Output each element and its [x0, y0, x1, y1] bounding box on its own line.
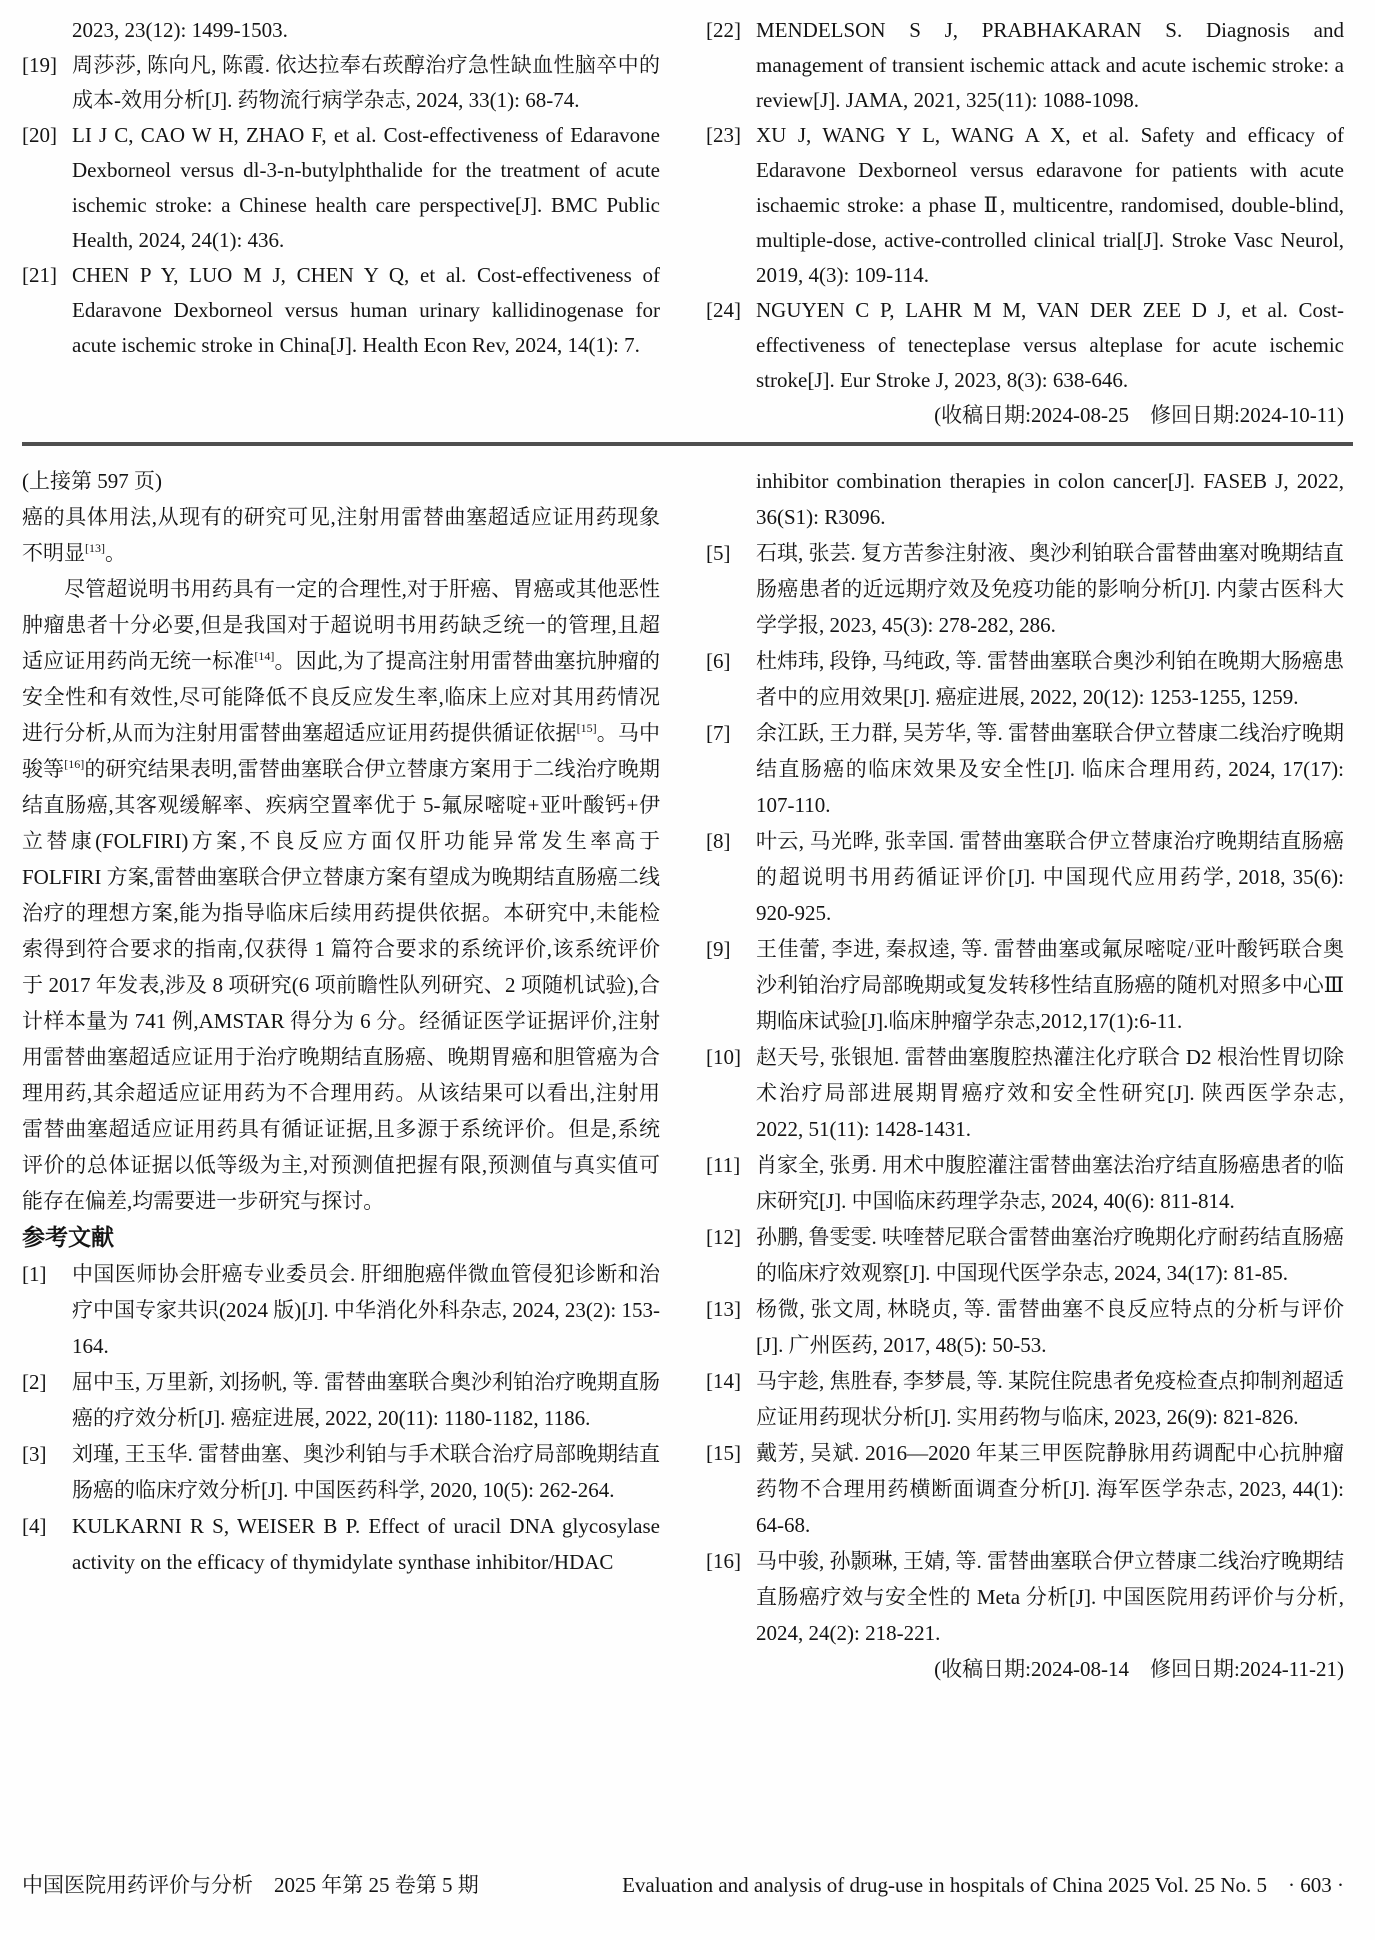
reference-number: [12]: [706, 1225, 741, 1249]
top-left-column: [22, 13, 660, 433]
reference-number: [21]: [22, 263, 57, 287]
reference-number: [7]: [706, 721, 731, 745]
reference-carryover: inhibitor combination therapies in colon cancer[J]. FASEB J, 2022, 36(S1): R3096.: [756, 469, 1344, 529]
continued-article-section: [22, 463, 1344, 1687]
reference-number: [20]: [22, 123, 57, 147]
reference-item: [22, 48, 660, 118]
reference-item: [706, 1039, 1344, 1147]
reference-text: 屈中玉, 万里新, 刘扬帆, 等. 雷替曲塞联合奥沙利铂治疗晚期直肠癌的疗效分析[J]. 癌症进展, 2022, 20(11): 1180-1182, 1186.: [72, 1370, 660, 1430]
top-references-section: [22, 0, 1344, 433]
reference-number: [5]: [706, 541, 731, 565]
reference-item: [22, 1436, 660, 1508]
page-footer: [22, 1868, 1344, 1903]
reference-item: [706, 1543, 1344, 1651]
reference-number: [19]: [22, 53, 57, 77]
reference-text: 戴芳, 吴斌. 2016—2020 年某三甲医院静脉用药调配中心抗肿瘤药物不合理用药横断面调查分析[J]. 海军医学杂志, 2023, 44(1): 64-68.: [756, 1441, 1344, 1537]
citation-superscript: [15]: [576, 721, 597, 735]
reference-number: [15]: [706, 1441, 741, 1465]
journal-title-cn: 中国医院用药评价与分析 2025 年第 25 卷第 5 期: [22, 1873, 479, 1897]
reference-text: 孙鹏, 鲁雯雯. 呋喹替尼联合雷替曲塞治疗晚期化疗耐药结直肠癌的临床疗效观察[J]. 中国现代医学杂志, 2024, 34(17): 81-85.: [756, 1225, 1344, 1285]
reference-number: [8]: [706, 829, 731, 853]
reference-number: [24]: [706, 298, 741, 322]
reference-number: [22]: [706, 18, 741, 42]
body-paragraph: [22, 499, 660, 571]
reference-item: [706, 1435, 1344, 1543]
reference-number: [9]: [706, 937, 731, 961]
reference-text: 中国医师协会肝癌专业委员会. 肝细胞癌伴微血管侵犯诊断和治疗中国专家共识(2024 版)[J]. 中华消化外科杂志, 2024, 23(2): 153-164.: [72, 1262, 660, 1358]
reference-number: [4]: [22, 1514, 47, 1538]
reference-text: 周莎莎, 陈向凡, 陈霞. 依达拉奉右莰醇治疗急性缺血性脑卒中的成本-效用分析[J]. 药物流行病学杂志, 2024, 33(1): 68-74.: [72, 53, 660, 112]
reference-number: [14]: [706, 1369, 741, 1393]
reference-text: LI J C, CAO W H, ZHAO F, et al. Cost-effectiveness of Edaravone Dexborneol versus dl-3-n-butylphthalide for the treatment of acute ischemic stroke: a Chinese health care perspective[J]. BMC Public Health, 2024, 24(1): 436.: [72, 123, 660, 252]
reference-text: 刘瑾, 王玉华. 雷替曲塞、奥沙利铂与手术联合治疗局部晚期结直肠癌的临床疗效分析[J]. 中国医药科学, 2020, 10(5): 262-264.: [72, 1442, 660, 1502]
reference-text: KULKARNI R S, WEISER B P. Effect of uracil DNA glycosylase activity on the efficacy of thymidylate synthase inhibitor/HDAC: [72, 1514, 660, 1574]
reference-item: [706, 1291, 1344, 1363]
received-revised-dates: (收稿日期:2024-08-14 修回日期:2024-11-21): [934, 1657, 1344, 1681]
reference-number: [23]: [706, 123, 741, 147]
reference-item: [706, 1219, 1344, 1291]
citation-superscript: [14]: [254, 649, 275, 663]
reference-number: [2]: [22, 1370, 47, 1394]
reference-carryover: 2023, 23(12): 1499-1503.: [72, 18, 288, 42]
reference-number: [6]: [706, 649, 731, 673]
received-revised-dates: (收稿日期:2024-08-25 修回日期:2024-10-11): [934, 403, 1344, 427]
reference-item: [706, 118, 1344, 293]
reference-text: 马中骏, 孙颢琳, 王婧, 等. 雷替曲塞联合伊立替康二线治疗晚期结直肠癌疗效与安全性的 Meta 分析[J]. 中国医院用药评价与分析, 2024, 24(2): 218-221.: [756, 1549, 1344, 1645]
reference-item: [706, 823, 1344, 931]
reference-text: 杜炜玮, 段铮, 马纯政, 等. 雷替曲塞联合奥沙利铂在晚期大肠癌患者中的应用效果[J]. 癌症进展, 2022, 20(12): 1253-1255, 1259.: [756, 649, 1344, 709]
reference-text: 石琪, 张芸. 复方苦参注射液、奥沙利铂联合雷替曲塞对晚期结直肠癌患者的近远期疗效及免疫功能的影响分析[J]. 内蒙古医科大学学报, 2023, 45(3): 278-282, 286.: [756, 541, 1344, 637]
paragraph-text: 尽管超说明书用药具有一定的合理性,对于肝癌、胃癌或其他恶性肿瘤患者十分必要,但是我国对于超说明书用药缺乏统一的管理,且超适应证用药尚无统一标准: [22, 577, 660, 673]
reference-text: MENDELSON S J, PRABHAKARAN S. Diagnosis and management of transient ischemic attack and acute ischemic stroke: a review[J]. JAMA, 2021, 325(11): 1088-1098.: [756, 18, 1344, 112]
paragraph-text: 。: [105, 541, 126, 565]
reference-text: 肖家全, 张勇. 用术中腹腔灌注雷替曲塞法治疗结直肠癌患者的临床研究[J]. 中国临床药理学杂志, 2024, 40(6): 811-814.: [756, 1153, 1344, 1213]
paragraph-text: 。因此,为了提高注射用雷替曲塞抗肿瘤的安全性和有效性,尽可能降低不良反应发生率,临床上应对其用药情况进行分析,从而为注射用雷替曲塞超适应证用药提供循证依据: [22, 649, 660, 745]
reference-item: [22, 1364, 660, 1436]
paragraph-text: 的研究结果表明,雷替曲塞联合伊立替康方案用于二线治疗晚期结直肠癌,其客观缓解率、疾病空置率优于 5-氟尿嘧啶+亚叶酸钙+伊立替康(FOLFIRI)方案,不良反应方面仅肝功能异常发生率高于 FOLFIRI 方案,雷替曲塞联合伊立替康方案有望成为晚期结直肠癌二线治疗的理想方案,能为指导临床后续用药提供依据。本研究中,未能检索得到符合要求的指南,仅获得 1 篇符合要求的系统评价,该系统评价于 2017 年发表,涉及 8 项研究(6 项前瞻性队列研究、2 项随机试验),合计样本量为 741 例,AMSTAR 得分为 6 分。经循证医学证据评价,注射用雷替曲塞超适应证用于治疗晚期结直肠癌、晚期胃癌和胆管癌为合理用药,其余超适应证用药为不合理用药。从该结果可以看出,注射用雷替曲塞超适应证用药具有循证证据,且多源于系统评价。但是,系统评价的总体证据以低等级为主,对预测值把握有限,预测值与真实值可能存在偏差,均需要进一步研究与探讨。: [22, 757, 660, 1213]
reference-text: 叶云, 马光晔, 张幸国. 雷替曲塞联合伊立替康治疗晚期结直肠癌的超说明书用药循证评价[J]. 中国现代应用药学, 2018, 35(6): 920-925.: [756, 829, 1344, 925]
reference-number: [10]: [706, 1045, 741, 1069]
reference-item: [22, 118, 660, 258]
reference-item: [706, 931, 1344, 1039]
citation-superscript: [13]: [85, 541, 105, 555]
reference-number: [1]: [22, 1262, 47, 1286]
reference-item: [706, 293, 1344, 398]
continued-from-note: (上接第 597 页): [22, 469, 162, 493]
reference-text: 杨微, 张文周, 林晓贞, 等. 雷替曲塞不良反应特点的分析与评价[J]. 广州医药, 2017, 48(5): 50-53.: [756, 1297, 1344, 1357]
paragraph-text: 。马中骏等: [22, 721, 660, 781]
reference-item: [22, 1508, 660, 1580]
reference-text: 王佳蕾, 李进, 秦叔逵, 等. 雷替曲塞或氟尿嘧啶/亚叶酸钙联合奥沙利铂治疗局部晚期或复发转移性结直肠癌的随机对照多中心Ⅲ期临床试验[J].临床肿瘤学杂志,2012,17(1):6-11.: [756, 937, 1344, 1033]
reference-text: 马宇趁, 焦胜春, 李梦晨, 等. 某院住院患者免疫检查点抑制剂超适应证用药现状分析[J]. 实用药物与临床, 2023, 26(9): 821-826.: [756, 1369, 1344, 1429]
main-left-column: [22, 463, 660, 1687]
reference-text: 赵天号, 张银旭. 雷替曲塞腹腔热灌注化疗联合 D2 根治性胃切除术治疗局部进展期胃癌疗效和安全性研究[J]. 陕西医学杂志, 2022, 51(11): 1428-1431.: [756, 1045, 1344, 1141]
references-heading: 参考文献: [22, 1224, 114, 1250]
reference-text: NGUYEN C P, LAHR M M, VAN DER ZEE D J, et al. Cost-effectiveness of tenecteplase versus alteplase for acute ischemic stroke[J]. Eur Stroke J, 2023, 8(3): 638-646.: [756, 298, 1344, 392]
reference-item: [706, 1363, 1344, 1435]
reference-item: [706, 715, 1344, 823]
reference-item: [22, 1256, 660, 1364]
section-divider: [22, 442, 1353, 446]
top-right-column: [706, 13, 1344, 433]
reference-number: [3]: [22, 1442, 47, 1466]
reference-number: [11]: [706, 1153, 741, 1177]
paragraph-text: 癌的具体用法,从现有的研究可见,注射用雷替曲塞超适应证用药现象不明显: [22, 505, 660, 565]
reference-text: 余江跃, 王力群, 吴芳华, 等. 雷替曲塞联合伊立替康二线治疗晚期结直肠癌的临床效果及安全性[J]. 临床合理用药, 2024, 17(17): 107-110.: [756, 721, 1344, 817]
reference-item: [706, 13, 1344, 118]
reference-number: [16]: [706, 1549, 741, 1573]
reference-item: [706, 643, 1344, 715]
reference-number: [13]: [706, 1297, 741, 1321]
reference-text: CHEN P Y, LUO M J, CHEN Y Q, et al. Cost-effectiveness of Edaravone Dexborneol versus human urinary kallidinogenase for acute ischemic stroke in China[J]. Health Econ Rev, 2024, 14(1): 7.: [72, 263, 660, 357]
citation-superscript: [16]: [64, 757, 85, 771]
journal-title-en-with-page-number: Evaluation and analysis of drug-use in hospitals of China 2025 Vol. 25 No. 5 · 603 ·: [622, 1873, 1344, 1897]
reference-item: [706, 535, 1344, 643]
reference-item: [22, 258, 660, 363]
body-paragraph: [22, 571, 660, 1219]
reference-item: [706, 1147, 1344, 1219]
reference-text: XU J, WANG Y L, WANG A X, et al. Safety and efficacy of Edaravone Dexborneol versus edaravone for patients with acute ischaemic stroke: a phase Ⅱ, multicentre, randomised, double-blind, multiple-dose, active-controlled clinical trial[J]. Stroke Vasc Neurol, 2019, 4(3): 109-114.: [756, 123, 1344, 287]
main-right-column: [706, 463, 1344, 1687]
